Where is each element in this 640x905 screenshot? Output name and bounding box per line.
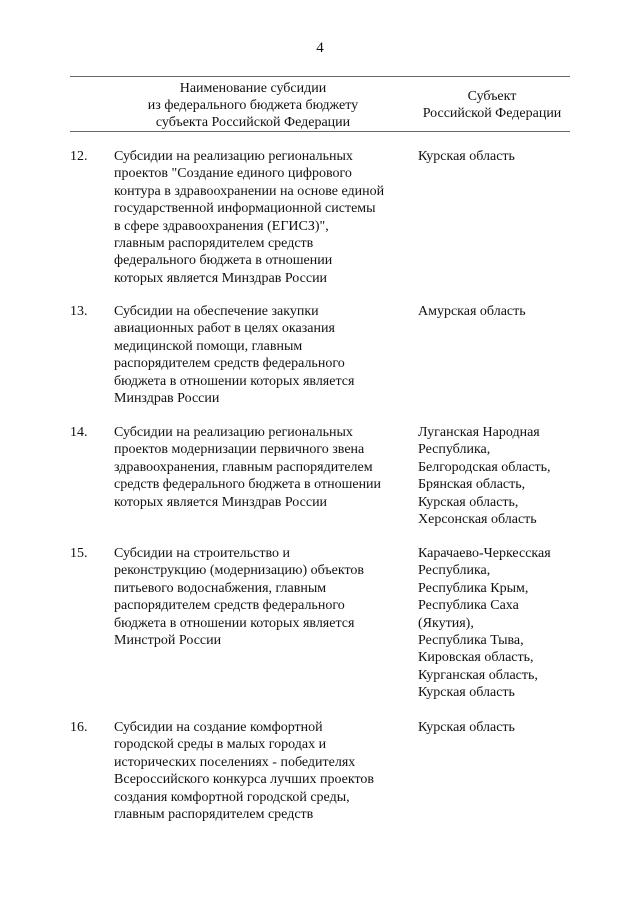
row-number: 16. bbox=[70, 720, 88, 735]
subject-line: Республика Тыва, bbox=[418, 633, 524, 649]
subject-line: Белгородская область, bbox=[418, 459, 551, 475]
subject-line: Курская область bbox=[418, 149, 515, 164]
subsidy-description bbox=[114, 424, 404, 511]
description-line: исторических поселениях - победителях bbox=[114, 754, 356, 770]
description-line: государственной информационной системы bbox=[114, 201, 376, 217]
description-line: главным распорядителем средств bbox=[114, 236, 314, 252]
description-line: в сфере здравоохранения (ЕГИСЗ)", bbox=[114, 218, 329, 234]
description-line: которых является Минздрав России bbox=[114, 494, 328, 510]
table-header-bottom-rule bbox=[70, 131, 570, 132]
subject-line: Республика, bbox=[418, 563, 491, 579]
column-header-subsidy-name bbox=[118, 80, 388, 131]
description-line: которых является Минздрав России bbox=[114, 270, 328, 286]
subject-line: (Якутия), bbox=[418, 615, 474, 631]
description-line: Минстрой России bbox=[114, 633, 222, 649]
description-line: реконструкцию (модернизацию) объектов bbox=[114, 563, 365, 579]
description-line: средств федерального бюджета в отношении bbox=[114, 477, 382, 493]
subsidy-description bbox=[114, 148, 404, 287]
subject-line: Луганская Народная bbox=[418, 425, 540, 440]
subject-line: Кировская область, bbox=[418, 650, 534, 666]
description-line: Субсидии на реализацию региональных bbox=[114, 425, 353, 440]
description-line: распорядителем средств федерального bbox=[114, 356, 345, 372]
description-line: Субсидии на создание комфортной bbox=[114, 720, 323, 735]
description-line: Субсидии на обеспечение закупки bbox=[114, 304, 319, 319]
subject-line: Курская область, bbox=[418, 494, 519, 510]
subject-line: Курская область bbox=[418, 720, 515, 735]
description-line: здравоохранения, главным распорядителем bbox=[114, 459, 373, 475]
subsidy-description bbox=[114, 303, 404, 407]
table-top-rule bbox=[70, 76, 570, 77]
subject-line: Карачаево-Черкесская bbox=[418, 546, 551, 561]
subject-line: Республика Саха bbox=[418, 598, 519, 614]
subsidy-description bbox=[114, 545, 404, 649]
subject-list bbox=[418, 303, 598, 320]
header-line: субъекта Российской Федерации bbox=[155, 115, 351, 130]
header-line: Субъект bbox=[467, 89, 517, 104]
row-number: 14. bbox=[70, 425, 88, 440]
description-line: проектов модернизации первичного звена bbox=[114, 442, 365, 458]
description-line: питьевого водоснабжения, главным bbox=[114, 580, 327, 596]
description-line: проектов "Создание единого цифрового bbox=[114, 166, 352, 182]
description-line: распорядителем средств федерального bbox=[114, 598, 345, 614]
column-header-subject bbox=[410, 88, 574, 122]
description-line: авиационных работ в целях оказания bbox=[114, 321, 335, 337]
subject-line: Херсонская область bbox=[418, 512, 537, 528]
header-line: из федерального бюджета бюджету bbox=[147, 98, 359, 113]
row-number: 12. bbox=[70, 149, 88, 164]
subsidy-description bbox=[114, 719, 404, 823]
subject-line: Амурская область bbox=[418, 304, 526, 319]
description-line: Субсидии на реализацию региональных bbox=[114, 149, 353, 164]
description-line: городской среды в малых городах и bbox=[114, 737, 327, 753]
page-number: 4 bbox=[316, 40, 324, 56]
subject-line: Брянская область, bbox=[418, 477, 526, 493]
subject-list bbox=[418, 719, 598, 736]
subject-line: Республика, bbox=[418, 442, 491, 458]
subject-line: Республика Крым, bbox=[418, 580, 529, 596]
description-line: Минздрав России bbox=[114, 391, 220, 407]
header-line: Российской Федерации bbox=[422, 106, 562, 121]
subject-line: Курская область bbox=[418, 685, 515, 701]
description-line: федерального бюджета в отношении bbox=[114, 253, 333, 269]
description-line: Субсидии на строительство и bbox=[114, 546, 290, 561]
subject-line: Курганская область, bbox=[418, 667, 538, 683]
header-line: Наименование субсидии bbox=[179, 81, 327, 96]
description-line: Всероссийского конкурса лучших проектов bbox=[114, 772, 375, 788]
description-line: бюджета в отношении которых является bbox=[114, 615, 355, 631]
description-line: главным распорядителем средств bbox=[114, 807, 314, 823]
subject-list bbox=[418, 424, 598, 528]
subject-list bbox=[418, 545, 598, 702]
description-line: бюджета в отношении которых является bbox=[114, 373, 355, 389]
row-number: 13. bbox=[70, 304, 88, 319]
description-line: создания комфортной городской среды, bbox=[114, 789, 350, 805]
subject-list bbox=[418, 148, 598, 165]
description-line: медицинской помощи, главным bbox=[114, 338, 303, 354]
row-number: 15. bbox=[70, 546, 88, 561]
description-line: контура в здравоохранении на основе единой bbox=[114, 183, 385, 199]
